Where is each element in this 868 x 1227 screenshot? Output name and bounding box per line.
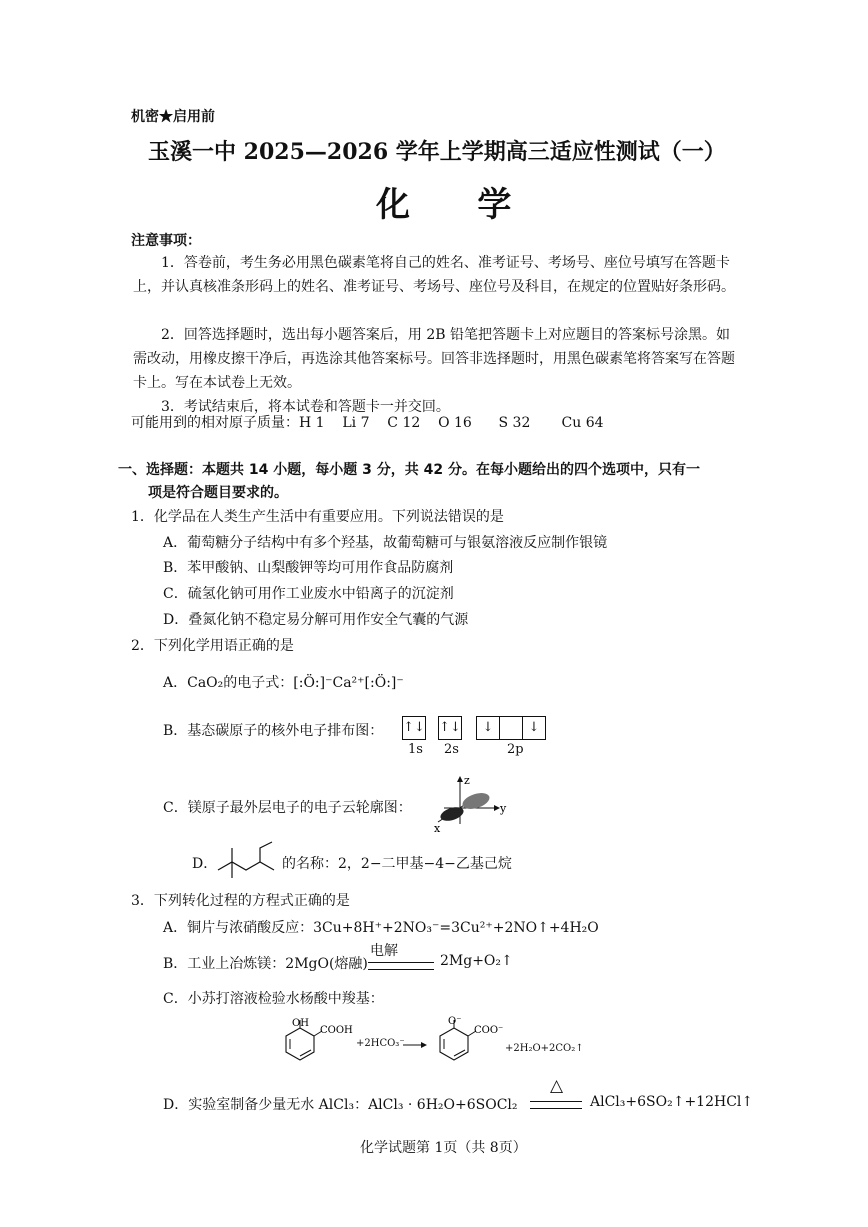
orbital-label-2p: 2p [507, 742, 524, 757]
section-heading-line1: 一、选择题：本题共 14 小题，每小题 3 分，共 42 分。在每小题给出的四个选项中，只有一 [118, 462, 700, 478]
axis-y-label: y [500, 802, 507, 815]
q3-option-b-label: B．工业上冶炼镁：2MgO(熔融) [163, 956, 368, 972]
coo-minus-label: COO⁻ [474, 1025, 504, 1036]
skeletal-formula [214, 840, 282, 882]
subject-title: 化 学 [376, 185, 516, 225]
exam-title: 玉溪一中 2025—2026 学年上学期高三适应性测试（一） [148, 139, 726, 165]
salicylate-structure [424, 1014, 524, 1070]
o-minus-label: O⁻ [448, 1016, 462, 1027]
notice-item-3: 3．考试结束后，将本试卷和答题卡一并交回。 [161, 399, 450, 415]
notice-item-1: 1．答卷前，考生务必用黑色碳素笔将自己的姓名、准考证号、考场号、座位号填写在答题卡上，并认真核准条形码上的姓名、准考证号、考场号、座位号及科目，在规定的位置贴好条形码。 [133, 255, 735, 295]
orbital-box-2p-2 [500, 716, 523, 740]
q3-option-d-right: AlCl₃+6SO₂↑+12HCl↑ [590, 1094, 754, 1110]
q2-option-d-text: 的名称：2，2−二甲基−4−乙基己烷 [282, 856, 512, 872]
q3-b-condition: 电解 [370, 943, 398, 959]
q1-option-d: D．叠氮化钠不稳定易分解可用作安全气囊的气源 [163, 612, 469, 628]
q3-d-condition: △ [550, 1076, 564, 1096]
q1-option-c: C．硫氢化钠可用作工业废水中铅离子的沉淀剂 [163, 586, 454, 602]
q2-option-d-label: D． [192, 856, 218, 872]
q3-option-b-right: 2Mg+O₂↑ [440, 953, 513, 969]
oh-group-label: OH [292, 1018, 309, 1029]
axis-x-label: x [434, 822, 441, 834]
orbital-box-1s: ↑↓ [402, 716, 426, 740]
bicarbonate-reactant: +2HCO₃⁻ [356, 1038, 405, 1049]
q2-a-label: A．CaO₂的电子式： [163, 675, 294, 691]
q3-option-c: C．小苏打溶液检验水杨酸中羧基： [163, 991, 384, 1007]
section-heading-line2: 项是符合题目要求的。 [148, 485, 288, 501]
q3-option-d-label: D．实验室制备少量无水 AlCl₃：AlCl₃ · 6H₂O+6SOCl₂ [163, 1097, 518, 1113]
orbital-label-2s: 2s [444, 742, 459, 757]
orbital-box-2p-1: ↓ [476, 716, 500, 740]
orbital-box-2s: ↑↓ [438, 716, 462, 740]
cao2-electron-formula: [:Ö:]⁻Ca²⁺[:Ö:]⁻ [293, 675, 404, 691]
cooh-group-label: COOH [320, 1025, 353, 1036]
notice-item-2: 2．回答选择题时，选出每小题答案后，用 2B 铅笔把答题卡上对应题目的答案标号涂黑。如需改动，用橡皮擦干净后，再选涂其他答案标号。回答非选择题时，用黑色碳素笔将答案写在答题卡上。写在本试卷上无效。 [133, 327, 735, 391]
q3-option-a: A．铜片与浓硝酸反应：3Cu+8H⁺+2NO₃⁻=3Cu²⁺+2NO↑+4H₂O [163, 920, 599, 936]
q2-option-a [163, 672, 404, 692]
q1-option-b: B．苯甲酸钠、山梨酸钾等均可用作食品防腐剂 [163, 560, 454, 576]
q2-c-label: C．镁原子最外层电子的电子云轮廓图： [163, 800, 412, 816]
q1-option-a: A．葡萄糖分子结构中有多个羟基，故葡萄糖可与银氨溶液反应制作银镜 [163, 535, 608, 551]
orbital-box-2p-3: ↓ [523, 716, 546, 740]
q2-option-b [163, 720, 383, 740]
secret-label: 机密★启用前 [131, 109, 215, 125]
atomic-masses: 可能用到的相对原子质量：H 1 Li 7 C 12 O 16 S 32 Cu 64 [131, 415, 604, 431]
salicylic-acid-structure [270, 1016, 370, 1070]
q1-stem: 1．化学品在人类生产生活中有重要应用。下列说法错误的是 [131, 509, 504, 525]
double-bar-d [530, 1101, 582, 1109]
q2-stem: 2．下列化学用语正确的是 [131, 638, 294, 654]
axis-z-label: z [464, 774, 470, 787]
electron-cloud-diagram [424, 774, 510, 834]
double-bar-b [368, 962, 434, 970]
q2-b-label: B．基态碳原子的核外电子排布图： [163, 723, 384, 739]
q2-option-c [163, 797, 412, 817]
orbital-label-1s: 1s [408, 742, 423, 757]
q3-stem: 3．下列转化过程的方程式正确的是 [131, 893, 350, 909]
notice-heading: 注意事项： [131, 233, 201, 249]
c-products: +2H₂O+2CO₂↑ [505, 1043, 584, 1054]
page-footer: 化学试题第 1页（共 8页） [360, 1140, 527, 1156]
